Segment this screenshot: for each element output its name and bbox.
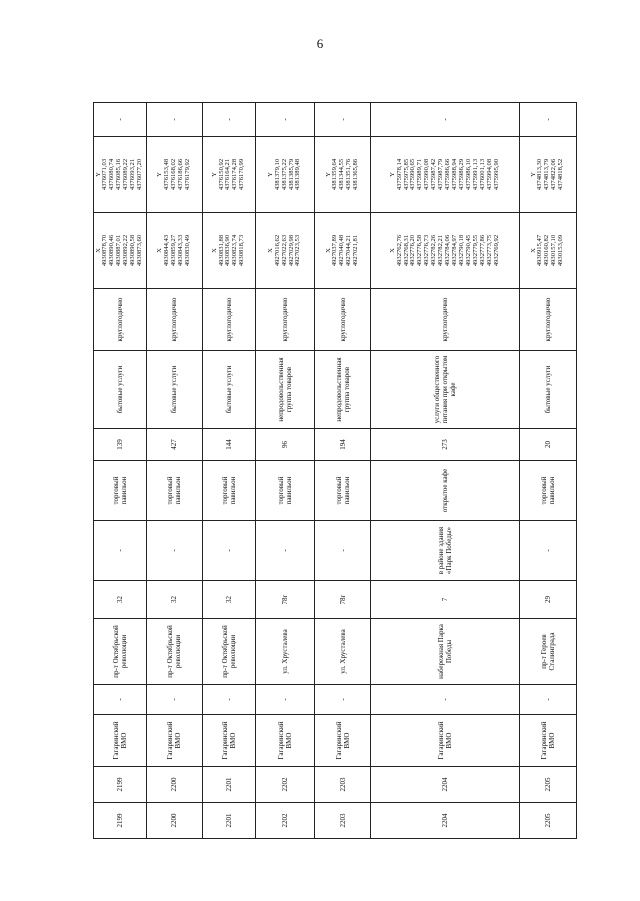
table-row	[519, 103, 576, 839]
y-coordinates: Y 4381359,64 4381344,55 4381351,76 4381365,86	[315, 137, 371, 213]
table-row	[94, 103, 147, 839]
registry-number: 2204	[371, 767, 519, 803]
area: 96	[255, 429, 314, 461]
blank-cell: -	[255, 685, 314, 715]
district: Гагаринский ВМО	[519, 715, 576, 767]
row-number: 2201	[202, 803, 255, 839]
landmark: в районе здания «Парк Победы»	[371, 521, 519, 581]
registry-number: 2202	[255, 767, 314, 803]
address-street: ул. Хрусталева	[315, 619, 371, 685]
registry-number: 2203	[315, 767, 371, 803]
x-coordinates: X 4930844,43 4930859,27 4930843,33 4930830,49	[146, 213, 202, 289]
object-type: торговый павильон	[255, 461, 314, 521]
x-coordinates: X 4930915,47 4930160,82 4930157,10 4930153,09	[519, 213, 576, 289]
purpose: непродовольственная группа товаров	[315, 351, 371, 429]
blank-cell: -	[202, 685, 255, 715]
row-number: 2200	[146, 803, 202, 839]
address-street: пр-т Октябрьской революции	[94, 619, 147, 685]
area: 139	[94, 429, 147, 461]
purpose: услуги общественного питания при открытом кафе	[371, 351, 519, 429]
address-street: ул. Хрусталева	[255, 619, 314, 685]
blank-cell: -	[146, 103, 202, 137]
x-coordinates: X 4927037,89 4927040,48 4927044,21 4927021,81	[315, 213, 371, 289]
table-row	[371, 103, 519, 839]
operation-period: круглогодично	[371, 289, 519, 351]
operation-period: круглогодично	[519, 289, 576, 351]
registry-table	[93, 102, 577, 839]
district: Гагаринский ВМО	[146, 715, 202, 767]
y-coordinates: Y 4375978,14 4375975,85 4375990,65 4375989,71 4375990,08 4375987,42 4375987,79 4375986,66 4375988,94 4375986,29 4375986,10 4375991,13 4376001,13 4375994,08 4375995,90	[371, 137, 519, 213]
blank-cell: -	[315, 103, 371, 137]
object-type: торговый павильон	[146, 461, 202, 521]
house-number: 78г	[315, 581, 371, 619]
purpose: непродовольственная группа товаров	[255, 351, 314, 429]
object-type: торговый павильон	[519, 461, 576, 521]
blank-cell: -	[255, 103, 314, 137]
landmark: -	[146, 521, 202, 581]
x-coordinates: X 4927016,62 4927022,63 4927029,98 4927023,53	[255, 213, 314, 289]
object-type: открытое кафе	[371, 461, 519, 521]
landmark: -	[519, 521, 576, 581]
district: Гагаринский ВМО	[94, 715, 147, 767]
blank-cell: -	[94, 103, 147, 137]
purpose: бытовые услуги	[146, 351, 202, 429]
registry-number: 2200	[146, 767, 202, 803]
registry-number: 2199	[94, 767, 147, 803]
table-row	[315, 103, 371, 839]
district: Гагаринский ВМО	[255, 715, 314, 767]
area: 194	[315, 429, 371, 461]
district: Гагаринский ВМО	[315, 715, 371, 767]
table-row	[255, 103, 314, 839]
blank-cell: -	[371, 103, 519, 137]
district: Гагаринский ВМО	[371, 715, 519, 767]
house-number: 78г	[255, 581, 314, 619]
y-coordinates: Y 4381379,10 4381375,22 4381385,79 4381389,48	[255, 137, 314, 213]
house-number: 7	[371, 581, 519, 619]
blank-cell: -	[371, 685, 519, 715]
landmark: -	[255, 521, 314, 581]
rotated-table	[93, 103, 577, 839]
row-number: 2202	[255, 803, 314, 839]
district: Гагаринский ВМО	[202, 715, 255, 767]
address-street: пр-т Героев Сталинграда	[519, 619, 576, 685]
area: 20	[519, 429, 576, 461]
area: 427	[146, 429, 202, 461]
purpose: бытовые услуги	[519, 351, 576, 429]
object-type: торговый павильон	[94, 461, 147, 521]
row-number: 2205	[519, 803, 576, 839]
area: 144	[202, 429, 255, 461]
landmark: -	[202, 521, 255, 581]
rotated-table-frame	[93, 103, 577, 839]
x-coordinates: X 4932762,76 4932768,31 4932776,20 4932776,58 4932776,73 4932782,26 4932782,21 4932784,06 4932784,97 4932790,18 4932790,45 4932779,55 4932777,86 4932773,75 4932769,92	[371, 213, 519, 289]
operation-period: круглогодично	[146, 289, 202, 351]
row-number: 2203	[315, 803, 371, 839]
x-coordinates: X 4930878,70 4930890,46 4930887,01 4930892,22 4930890,58 4930873,60	[94, 213, 147, 289]
blank-cell: -	[94, 685, 147, 715]
operation-period: круглогодично	[255, 289, 314, 351]
operation-period: круглогодично	[94, 289, 147, 351]
area: 273	[371, 429, 519, 461]
y-coordinates: Y 4374813,30 4374813,79 4374822,06 4374818,52	[519, 137, 576, 213]
house-number: 29	[519, 581, 576, 619]
y-coordinates: Y 4376150,92 4376164,21 4376174,28 4376170,99	[202, 137, 255, 213]
blank-cell: -	[202, 103, 255, 137]
object-type: торговый павильон	[315, 461, 371, 521]
blank-cell: -	[519, 103, 576, 137]
blank-cell: -	[146, 685, 202, 715]
table-row	[202, 103, 255, 839]
address-street: набережная Парка Победы	[371, 619, 519, 685]
house-number: 32	[94, 581, 147, 619]
object-type: торговый павильон	[202, 461, 255, 521]
page-number: 6	[316, 36, 324, 51]
y-coordinates: Y 4376153,48 4376168,02 4376186,66 4376179,92	[146, 137, 202, 213]
blank-cell: -	[519, 685, 576, 715]
row-number: 2199	[94, 803, 147, 839]
purpose: бытовые услуги	[94, 351, 147, 429]
registry-number: 2205	[519, 767, 576, 803]
address-street: пр-т Октябрьской революции	[146, 619, 202, 685]
house-number: 32	[202, 581, 255, 619]
registry-number: 2201	[202, 767, 255, 803]
y-coordinates: Y 4376071,03 4376080,74 4376085,16 4376089,22 4376093,21 4376077,20	[94, 137, 147, 213]
operation-period: круглогодично	[315, 289, 371, 351]
address-street: пр-т Октябрьской революции	[202, 619, 255, 685]
operation-period: круглогодично	[202, 289, 255, 351]
landmark: -	[315, 521, 371, 581]
row-number: 2204	[371, 803, 519, 839]
landmark: -	[94, 521, 147, 581]
blank-cell: -	[315, 685, 371, 715]
x-coordinates: X 4930831,88 4930836,90 4930823,74 4930818,73	[202, 213, 255, 289]
house-number: 32	[146, 581, 202, 619]
purpose: бытовые услуги	[202, 351, 255, 429]
table-row	[146, 103, 202, 839]
